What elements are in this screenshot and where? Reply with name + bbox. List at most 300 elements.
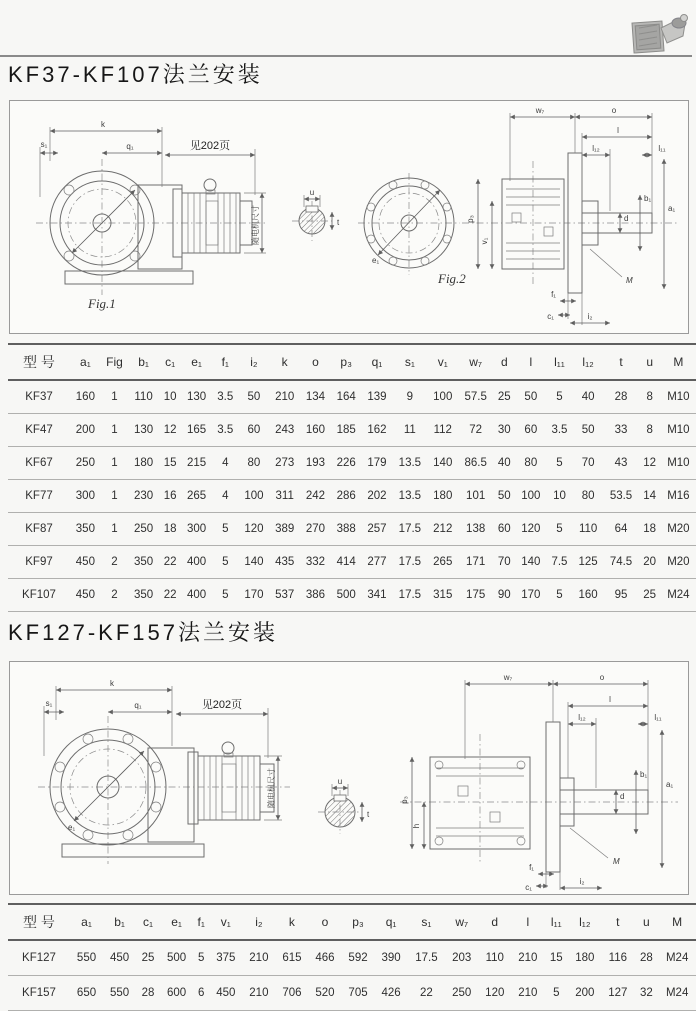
cell-value: 388 <box>336 523 356 535</box>
cell-value: 389 <box>275 523 295 535</box>
cell-value: 15 <box>549 952 563 964</box>
cell-value: 70 <box>581 457 595 469</box>
cell-value: 265 <box>433 556 453 568</box>
column-header: s₁ <box>404 355 415 369</box>
cell-value: 5 <box>556 391 563 403</box>
cell-value: 386 <box>305 589 326 601</box>
shaft-section-drawing <box>318 777 370 834</box>
cell-value: 60 <box>524 424 538 436</box>
cell-value: 80 <box>524 457 538 469</box>
cell-value: 500 <box>166 952 187 964</box>
cell-value: M24 <box>667 589 690 601</box>
see-page-note: 见202页 <box>189 140 231 152</box>
cell-value: 140 <box>433 457 453 469</box>
cell-value: 250 <box>452 987 472 999</box>
cell-value: 50 <box>524 391 538 403</box>
cell-model: KF157 <box>22 987 56 999</box>
cell-value: 74.5 <box>609 556 633 568</box>
cell-value: 90 <box>497 589 511 601</box>
cell-value: 112 <box>433 424 452 436</box>
cell-value: 12 <box>643 457 657 469</box>
cell-value: 200 <box>75 424 95 436</box>
cell-value: 315 <box>433 589 453 601</box>
cell-value: 25 <box>141 952 155 964</box>
cell-value: 4 <box>222 457 229 469</box>
cell-value: 160 <box>578 589 598 601</box>
column-header: s₁ <box>421 915 432 929</box>
front-view-drawing <box>38 716 290 864</box>
cell-model: KF127 <box>22 952 56 964</box>
cell-value: 5 <box>222 589 229 601</box>
cell-value: 13.5 <box>398 490 422 502</box>
cell-value: 28 <box>614 391 628 403</box>
table-row <box>8 414 696 447</box>
cell-value: 210 <box>275 391 295 403</box>
cell-value: 160 <box>75 391 95 403</box>
column-header: q₁ <box>385 915 397 929</box>
dim-label-s1: s₁ <box>45 699 53 708</box>
cell-model: KF37 <box>25 391 53 403</box>
cell-value: M24 <box>665 952 689 964</box>
dim-label-w7: w₇ <box>535 106 545 115</box>
cell-value: 120 <box>244 523 264 535</box>
dim-label-M: M <box>613 857 620 866</box>
dim-label-l11: l₁₁ <box>658 144 666 153</box>
cell-value: 2 <box>111 589 118 601</box>
column-header: d <box>491 915 499 929</box>
cell-value: 414 <box>336 556 356 568</box>
cell-value: 706 <box>282 987 302 999</box>
cell-value: 550 <box>76 952 97 964</box>
cell-value: 138 <box>466 523 486 535</box>
cell-value: 450 <box>75 556 95 568</box>
cell-model: KF77 <box>25 490 53 502</box>
cell-value: 95 <box>614 589 628 601</box>
cell-value: 28 <box>141 987 155 999</box>
column-header: k <box>281 355 288 369</box>
dim-label-h: h <box>412 823 421 829</box>
cell-value: 8 <box>646 391 653 403</box>
table-kf127-kf157 <box>8 903 696 1011</box>
cell-value: 18 <box>643 523 657 535</box>
cell-value: 50 <box>497 490 511 502</box>
cell-value: 1 <box>111 424 118 436</box>
cell-value: 3.5 <box>217 424 234 436</box>
cell-value: 7.5 <box>551 556 568 568</box>
cell-value: 134 <box>305 391 326 403</box>
column-header: l₁₂ <box>582 355 594 369</box>
cell-value: 25 <box>497 391 511 403</box>
cell-value: 18 <box>163 523 177 535</box>
cell-value: M10 <box>667 457 690 469</box>
column-header: b₁ <box>114 915 125 929</box>
dim-label-b1: b₁ <box>640 770 648 779</box>
cell-value: 350 <box>133 589 154 601</box>
cell-value: 273 <box>275 457 295 469</box>
dim-label-i2: i₂ <box>587 312 593 321</box>
cell-value: 265 <box>187 490 207 502</box>
cell-value: 15 <box>163 457 177 469</box>
cell-value: 9 <box>406 391 414 403</box>
cell-value: 162 <box>367 424 387 436</box>
cell-value: 57.5 <box>464 391 487 403</box>
cell-value: 160 <box>305 424 326 436</box>
cell-value: 86.5 <box>464 457 487 469</box>
cell-value: 341 <box>367 589 387 601</box>
column-header: u <box>646 355 653 369</box>
cell-value: 400 <box>187 589 207 601</box>
cell-value: 170 <box>521 589 541 601</box>
fig2-caption: Fig.2 <box>438 271 466 286</box>
cell-value: 450 <box>109 952 130 964</box>
cell-value: 215 <box>187 457 207 469</box>
column-header: b₁ <box>138 355 149 369</box>
cell-value: 5 <box>222 556 229 568</box>
cell-value: 140 <box>521 556 541 568</box>
cell-value: 120 <box>485 987 505 999</box>
cell-value: 257 <box>367 523 387 535</box>
dim-label-a1: a₁ <box>666 780 674 789</box>
cell-value: 170 <box>244 589 264 601</box>
cell-value: 243 <box>275 424 295 436</box>
dim-label-q1: q₁ <box>134 701 142 710</box>
cell-value: 80 <box>581 490 595 502</box>
cell-value: 200 <box>575 987 595 999</box>
cell-value: 375 <box>216 952 236 964</box>
cell-value: 3.5 <box>217 391 234 403</box>
table-kf37-kf107 <box>8 343 696 612</box>
cell-value: 537 <box>275 589 295 601</box>
cell-value: 30 <box>497 424 511 436</box>
cell-value: 650 <box>76 987 97 999</box>
cell-value: 242 <box>305 490 326 502</box>
cell-value: 185 <box>336 424 356 436</box>
column-header: l <box>529 355 533 369</box>
cell-value: 17.5 <box>415 952 438 964</box>
dim-label-u: u <box>337 777 343 786</box>
cell-value: 50 <box>247 391 261 403</box>
column-header: v₁ <box>220 915 231 929</box>
cell-value: M10 <box>667 391 690 403</box>
dim-label-l12: l₁₂ <box>578 713 586 722</box>
cell-value: M24 <box>665 987 689 999</box>
cell-value: 17.5 <box>398 589 422 601</box>
cell-model: KF87 <box>25 523 53 535</box>
cell-value: 350 <box>133 556 154 568</box>
dim-label-o: o <box>599 673 605 682</box>
side-view-drawing <box>462 106 678 325</box>
cell-value: 426 <box>381 987 401 999</box>
cell-value: 180 <box>133 457 154 469</box>
cell-value: 13.5 <box>398 457 422 469</box>
dim-label-a1: a₁ <box>668 204 676 213</box>
cell-value: 11 <box>403 424 416 436</box>
table-row <box>8 480 696 513</box>
column-header: Fig <box>106 355 123 369</box>
cell-value: 175 <box>466 589 486 601</box>
cell-value: 390 <box>381 952 401 964</box>
cell-value: 450 <box>75 589 95 601</box>
column-header: a₁ <box>80 355 91 369</box>
cell-value: 350 <box>75 523 95 535</box>
cell-value: 14 <box>643 490 657 502</box>
cell-value: 139 <box>367 391 387 403</box>
cell-value: 40 <box>497 457 511 469</box>
dim-label-d: d <box>620 792 625 801</box>
cell-value: 250 <box>75 457 95 469</box>
cell-value: 125 <box>578 556 598 568</box>
dim-label-p3: p₃ <box>466 215 475 223</box>
cell-value: 164 <box>336 391 356 403</box>
column-header: w₇ <box>469 355 483 369</box>
cell-value: 466 <box>315 952 335 964</box>
cell-value: 1 <box>111 457 118 469</box>
column-header: w₇ <box>455 915 469 929</box>
table-header-row <box>8 344 696 380</box>
table-row <box>8 447 696 480</box>
see-page-note: 见202页 <box>201 699 243 711</box>
cell-value: 22 <box>420 987 433 999</box>
cell-value: 277 <box>367 556 387 568</box>
dim-label-c1: c₁ <box>525 883 532 892</box>
table-row <box>8 513 696 546</box>
cell-value: 127 <box>608 987 628 999</box>
dim-label-f1: f₁ <box>551 290 556 299</box>
side-view-drawing <box>400 673 678 892</box>
cell-value: 210 <box>249 952 269 964</box>
table-row <box>8 579 696 612</box>
cell-value: 592 <box>348 952 368 964</box>
cell-value: 60 <box>247 424 261 436</box>
cell-value: 22 <box>163 589 177 601</box>
cell-value: M16 <box>667 490 690 502</box>
cell-value: 140 <box>244 556 264 568</box>
cell-value: 17.5 <box>398 556 422 568</box>
cell-value: 212 <box>433 523 453 535</box>
front-view-drawing <box>36 159 268 295</box>
column-header-model: 型 号 <box>23 354 55 370</box>
cell-value: 28 <box>639 952 653 964</box>
dim-label-t: t <box>337 218 340 227</box>
gearmotor-photo <box>627 10 691 58</box>
cell-value: 286 <box>336 490 356 502</box>
cell-value: 202 <box>367 490 387 502</box>
column-header: c₁ <box>143 915 154 929</box>
column-header: o <box>321 915 329 929</box>
column-header: q₁ <box>371 355 383 369</box>
column-header: d <box>500 355 508 369</box>
dim-label-e1: e₁ <box>372 256 380 265</box>
cell-value: 332 <box>305 556 326 568</box>
cell-value: 10 <box>163 391 177 403</box>
figure-box-kf127-kf157 <box>9 661 689 895</box>
dim-label-k: k <box>110 679 114 688</box>
cell-value: 1 <box>111 490 118 502</box>
dim-label-b1: b₁ <box>644 194 652 203</box>
column-header: e₁ <box>191 355 202 369</box>
dim-label-l11: l₁₁ <box>654 713 662 722</box>
cell-value: 520 <box>315 987 335 999</box>
cell-value: 450 <box>216 987 236 999</box>
cell-value: 60 <box>497 523 511 535</box>
dim-label-q1: q₁ <box>126 142 134 151</box>
cell-value: 179 <box>367 457 387 469</box>
cell-value: 80 <box>247 457 261 469</box>
cell-value: 171 <box>466 556 486 568</box>
column-header: M <box>672 915 683 929</box>
cell-value: 5 <box>553 987 560 999</box>
cell-value: 116 <box>608 952 628 964</box>
cell-value: 12 <box>163 424 177 436</box>
column-header: l₁₁ <box>550 915 562 929</box>
cell-value: 43 <box>614 457 628 469</box>
dim-label-e1: e₁ <box>68 823 76 832</box>
cell-value: 25 <box>643 589 657 601</box>
cell-value: 100 <box>244 490 264 502</box>
column-header: l₁₂ <box>579 915 591 929</box>
column-header: u <box>643 915 650 929</box>
column-header: o <box>312 355 319 369</box>
cell-value: M20 <box>667 523 690 535</box>
column-header: t <box>616 915 620 929</box>
cell-value: 16 <box>163 490 177 502</box>
dim-label-l: l <box>617 126 619 135</box>
cell-model: KF47 <box>25 424 53 436</box>
column-header: l <box>526 915 530 929</box>
shaft-section-drawing <box>292 188 340 241</box>
column-header: p₃ <box>340 355 352 369</box>
cell-value: 230 <box>133 490 154 502</box>
cell-value: 4 <box>222 490 229 502</box>
column-header: p₃ <box>352 915 364 929</box>
table-row <box>8 940 696 976</box>
cell-value: 270 <box>305 523 326 535</box>
dim-label-M: M <box>626 276 633 285</box>
dim-label-t: t <box>367 810 370 819</box>
cell-value: 72 <box>469 424 483 436</box>
table-row <box>8 380 696 414</box>
cell-value: 8 <box>646 424 653 436</box>
cell-value: 226 <box>336 457 356 469</box>
dim-label-i2: i₂ <box>579 877 585 886</box>
cell-value: 600 <box>166 987 187 999</box>
column-header: t <box>619 355 623 369</box>
dim-label-s1: s₁ <box>40 140 48 149</box>
cell-value: 5 <box>556 589 563 601</box>
cell-value: 110 <box>485 952 504 964</box>
cell-value: 210 <box>249 987 269 999</box>
cell-value: 110 <box>578 523 598 535</box>
cell-value: 210 <box>518 952 538 964</box>
column-header: c₁ <box>165 355 176 369</box>
dim-label-u: u <box>309 188 315 197</box>
column-header: i₂ <box>255 915 263 929</box>
cell-value: 2 <box>111 556 118 568</box>
cell-value: 615 <box>282 952 302 964</box>
motor-size-note: 随电机尺寸 <box>251 205 260 245</box>
dim-label-d: d <box>624 214 629 223</box>
cell-value: 5 <box>556 523 563 535</box>
cell-value: 5 <box>197 952 205 964</box>
column-header: e₁ <box>171 915 182 929</box>
cell-value: 50 <box>581 424 595 436</box>
cell-value: 40 <box>581 391 595 403</box>
cell-value: 120 <box>521 523 541 535</box>
cell-model: KF107 <box>22 589 56 601</box>
cell-value: 250 <box>133 523 154 535</box>
dim-label-c1: c₁ <box>547 312 554 321</box>
cell-value: 210 <box>518 987 538 999</box>
cell-model: KF67 <box>25 457 53 469</box>
dim-label-v1: v₁ <box>480 237 489 245</box>
dim-label-l12: l₁₂ <box>592 144 600 153</box>
figure-box-kf37-kf107 <box>9 100 689 334</box>
dim-label-w7: w₇ <box>503 673 513 682</box>
motor-size-note: 随电机尺寸 <box>267 768 276 808</box>
cell-value: 1 <box>111 523 118 535</box>
cell-value: 311 <box>275 490 294 502</box>
cell-value: 180 <box>433 490 453 502</box>
column-header-model: 型 号 <box>23 914 55 930</box>
cell-value: 203 <box>452 952 472 964</box>
cell-value: 5 <box>222 523 229 535</box>
dim-label-l: l <box>609 695 611 704</box>
cell-value: 100 <box>433 391 453 403</box>
column-header: v₁ <box>437 355 448 369</box>
page-title-kf127-kf157: KF127-KF157法兰安装 <box>8 620 278 645</box>
cell-value: 6 <box>197 987 205 999</box>
cell-value: 5 <box>556 457 563 469</box>
cell-value: M20 <box>667 556 690 568</box>
cell-value: 705 <box>348 987 368 999</box>
cell-value: 300 <box>187 523 207 535</box>
header-rule <box>0 55 692 57</box>
cell-model: KF97 <box>25 556 53 568</box>
dim-label-o: o <box>611 106 617 115</box>
column-header: f₁ <box>221 355 229 369</box>
table-row <box>8 976 696 1011</box>
column-header: l₁₁ <box>554 355 565 369</box>
cell-value: 10 <box>553 490 566 502</box>
cell-value: 33 <box>614 424 628 436</box>
flange-view-drawing <box>358 173 466 286</box>
fig1-caption: Fig.1 <box>88 296 116 311</box>
dim-label-k: k <box>101 120 105 129</box>
cell-value: 53.5 <box>609 490 633 502</box>
cell-value: 110 <box>134 391 153 403</box>
table-header-row <box>8 904 696 940</box>
cell-value: 300 <box>75 490 95 502</box>
cell-value: 193 <box>305 457 326 469</box>
cell-value: 22 <box>163 556 177 568</box>
column-header: i₂ <box>250 355 258 369</box>
dim-label-p3: p₃ <box>400 796 409 804</box>
cell-value: 101 <box>466 490 486 502</box>
cell-value: M10 <box>667 424 690 436</box>
column-header: f₁ <box>197 915 205 929</box>
cell-value: 500 <box>336 589 356 601</box>
cell-value: 20 <box>643 556 657 568</box>
cell-value: 550 <box>109 987 130 999</box>
cell-value: 165 <box>187 424 207 436</box>
page-title-kf37-kf107: KF37-KF107法兰安装 <box>8 62 263 87</box>
cell-value: 1 <box>111 391 118 403</box>
column-header: k <box>288 915 295 929</box>
cell-value: 70 <box>497 556 511 568</box>
cell-value: 435 <box>275 556 295 568</box>
column-header: M <box>673 355 684 369</box>
dim-label-f1: f₁ <box>529 863 534 872</box>
